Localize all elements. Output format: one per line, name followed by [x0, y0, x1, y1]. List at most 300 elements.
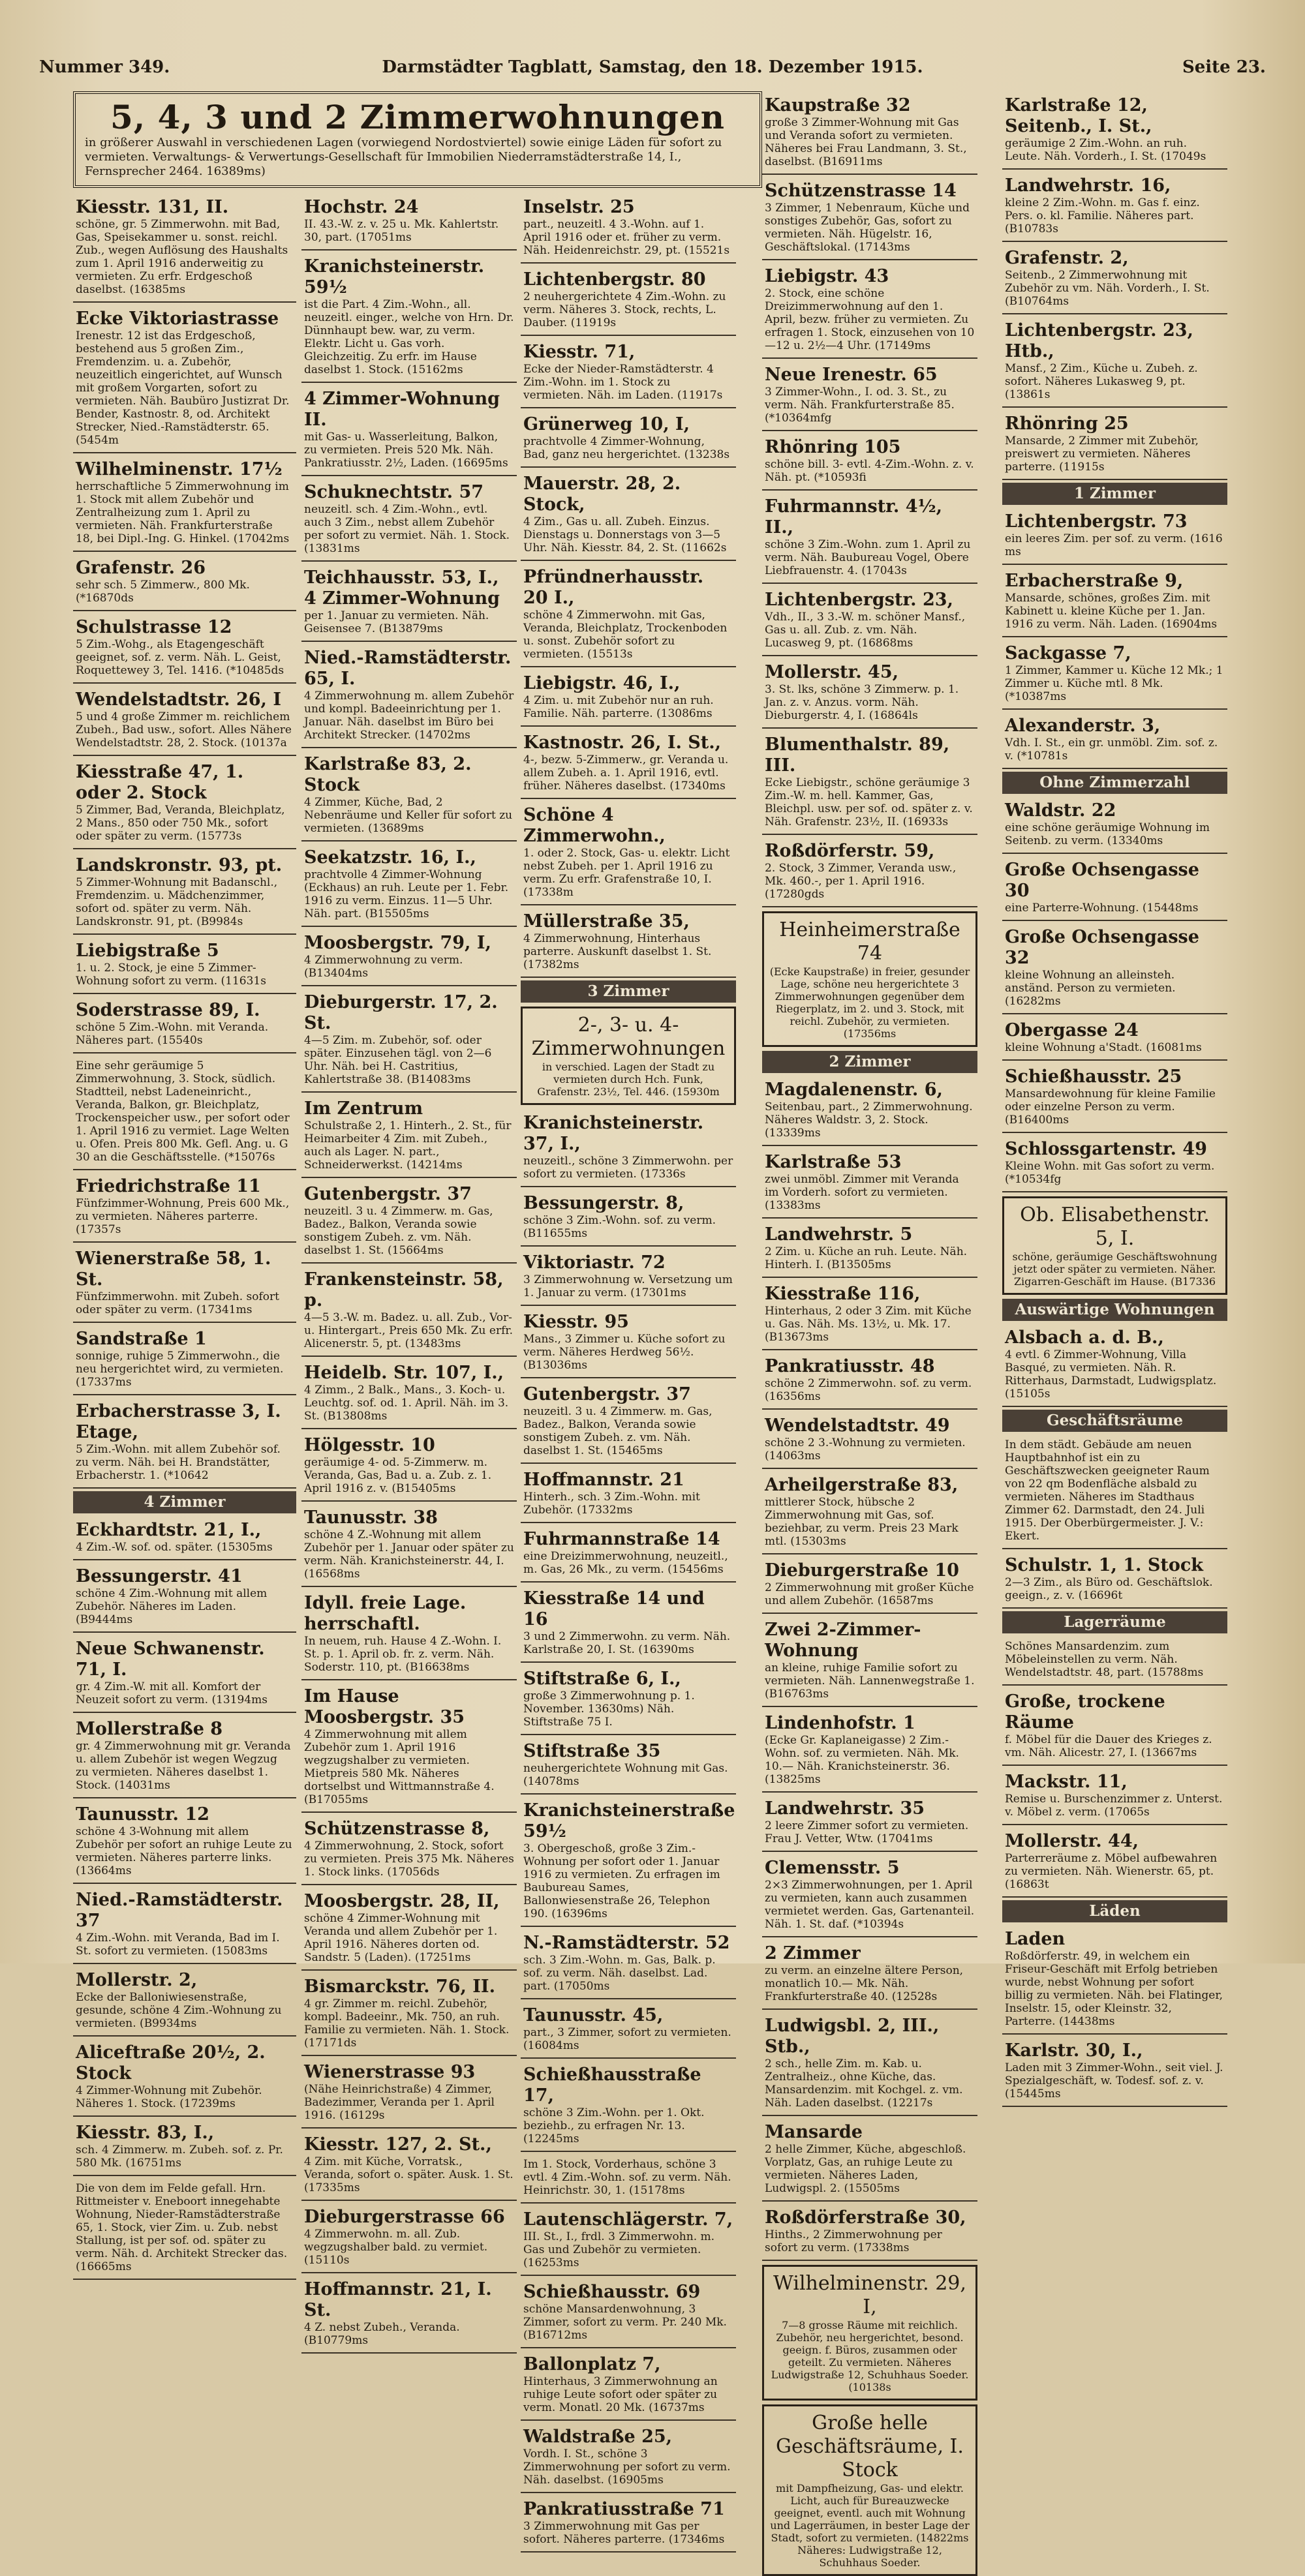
ad-heading: Erbacherstrasse 3, I. Etage,	[76, 1401, 281, 1442]
ad-heading: Bismarckstr. 76, II.	[304, 1977, 495, 1997]
ad-heading: Wienerstraße 58, 1. St.	[76, 1249, 271, 1290]
ad-text: 4 Zimmerwohnung, 2. Stock, sofort zu vermieten. Preis 375 Mk. Näheres 1. Stock links. (17056ds	[304, 1840, 514, 1879]
ad-heading: Neue Irenestr. 65	[765, 365, 938, 385]
ad-heading: Kranichsteinerstraße 59½	[523, 1800, 735, 1841]
ad-heading: Rhönring 105	[765, 437, 901, 457]
ad-text: kleine Wohnung a'Stadt. (16081ms	[1005, 1041, 1202, 1054]
classified-ad	[301, 1504, 517, 1587]
ad-heading: Taunusstr. 38	[304, 1508, 438, 1528]
ad-heading: Neue Schwanenstr. 71, I.	[76, 1639, 265, 1680]
classified-ad	[73, 1055, 296, 1170]
ad-heading: Hochstr. 24	[304, 197, 419, 217]
masthead: Darmstädter Tagblatt, Samstag, den 18. Dezember 1915.	[382, 57, 923, 77]
ad-heading: Viktoriastr. 72	[523, 1252, 666, 1273]
ad-heading: Lichtenbergstr. 23, Htb.,	[1005, 320, 1193, 361]
ad-text: schöne 4 Zim.-Wohnung mit allem Zubehör. Näheres im Laden. (B9444ms	[76, 1587, 268, 1626]
ad-text: Vordh. I. St., schöne 3 Zimmerwohnung per sofort zu verm. Näh. daselbst. (16905ms	[523, 2447, 731, 2487]
classified-ad	[762, 262, 977, 359]
ad-heading: Landwehrstr. 35	[765, 1798, 925, 1819]
ad-heading: Kiesstr. 95	[523, 1312, 629, 1332]
ad-text: Fünfzimmerwohn. mit Zubeh. sofort oder später zu verm. (17341ms	[76, 1290, 279, 1316]
ad-text: schöne 2 3.-Wohnung zu vermieten. (14063ms	[765, 1436, 966, 1462]
ad-text: Ecke Liebigstr., schöne geräumige 3 Zim.-W. m. hell. Kammer, Gas, Bleichpl. usw. per sof. od. später z. v. Näh. Grafenstr. 23½, II. (16933s	[765, 776, 973, 828]
ad-heading: Schießhausstraße 17,	[523, 2065, 701, 2106]
ad-text: 4 Zimmerwohnung m. allem Zubehör und kompl. Badeeinrichtung per 1. Januar. Näh. daselbst im Büro bei Architekt Strecker. (14702ms	[304, 689, 514, 742]
ad-text: 2 leere Zimmer sofort zu vermieten. Frau J. Vetter, Wtw. (17041ms	[765, 1819, 969, 1845]
ad-text: Vdh., II., 3 3.-W. m. schöner Mansf., Gas u. all. Zub. z. vm. Näh. Lucasweg 9, pt. (16868ms	[765, 611, 966, 650]
classified-ad	[301, 1180, 517, 1264]
classified-ad	[1002, 410, 1227, 480]
ad-text: prachtvolle 4 Zimmer-Wohnung (Eckhaus) an ruh. Leute per 1. Febr. 1916 zu verm. Einzus. 11—5 Uhr. Näh. part. (B15505ms	[304, 868, 509, 920]
ad-text: Seitenb., 2 Zimmerwohnung mit Zubehör zu vm. Näh. Vorderh., I. St. (B10764ms	[1005, 269, 1210, 308]
classified-ad	[762, 1220, 977, 1278]
classified-ad	[521, 801, 736, 905]
ad-heading: Mansarde	[765, 2122, 863, 2142]
ad-heading: Grünerweg 10, I,	[523, 414, 690, 434]
ad-text: Ecke der Nieder-Ramstädterstr. 4 Zim.-Wohn. im 1. Stock zu vermieten. Näh. im Laden. (11917s	[523, 363, 723, 402]
ad-text: Mansarde, schönes, großes Zim. mit Kabinett u. kleine Küche per 1. Jan. 1916 zu verm. Näh. Laden. (16904ms	[1005, 592, 1218, 631]
classified-ad	[521, 1308, 736, 1378]
classified-ad	[762, 1709, 977, 1793]
ad-heading: Fuhrmannstraße 14	[523, 1529, 720, 1549]
ad-heading: Heidelb. Str. 107, I.,	[304, 1363, 504, 1383]
ad-heading: Eckhardtstr. 21, I.,	[76, 1520, 262, 1540]
ad-text: 5 Zimmer, Bad, Veranda, Bleichplatz, 2 Mans., 850 oder 750 Mk., sofort oder später zu verm. (15773s	[76, 804, 285, 843]
ad-heading: Dieburgerstrasse 66	[304, 2207, 505, 2227]
ad-text: 2 Zimmerwohnung mit großer Küche und allem Zubehör. (16587ms	[765, 1581, 974, 1607]
boxed-ad-heading: Ob. Elisabethenstr. 5, I.	[1020, 1204, 1210, 1250]
classified-ad	[521, 907, 736, 978]
boxed-ad	[521, 1007, 736, 1105]
ad-text: 4 gr. Zimmer m. reichl. Zubehör, kompl. Badeeinr., Mk. 750, an ruh. Familie zu vermieten. Näh. 1. Stock. (17171ds	[304, 1997, 510, 2050]
classified-ad	[301, 252, 517, 383]
classified-ad	[762, 1148, 977, 1219]
classified-ad	[73, 2119, 296, 2176]
section-heading: 2 Zimmer	[762, 1051, 977, 1073]
ad-text: 4 Z. nebst Zubeh., Veranda. (B10779ms	[304, 2321, 460, 2347]
ad-heading: Müllerstraße 35,	[523, 911, 690, 932]
classified-ad	[1002, 508, 1227, 565]
ad-heading: Pfründnerhausstr. 20 I.,	[523, 567, 704, 608]
ad-heading: Ballonplatz 7,	[523, 2354, 661, 2374]
ad-heading: Laden	[1005, 1929, 1066, 1949]
section-heading: Geschäftsräume	[1002, 1410, 1227, 1432]
ad-text: neuhergerichtete Wohnung mit Gas. (14078ms	[523, 1762, 728, 1788]
ad-heading: Liebigstr. 46, I.,	[523, 673, 681, 693]
ad-text: schöne Mansardenwohnung, 3 Zimmer, sofort zu verm. Pr. 240 Mk. (B16712ms	[523, 2303, 727, 2342]
ad-text: 2—3 Zim., als Büro od. Geschäftslok. geeign., z. v. (16696t	[1005, 1576, 1213, 1602]
ad-heading: Lindenhofstr. 1	[765, 1713, 915, 1733]
ad-heading: Landskronstr. 93, pt.	[76, 855, 283, 875]
ad-text: Hinterhaus, 2 oder 3 Zim. mit Küche u. Gas. Näh. Ms. 13½, u. Mk. 17. (B13673ms	[765, 1305, 972, 1344]
ad-heading: Nied.-Ramstädterstr. 65, I.	[304, 648, 512, 689]
classified-ad	[301, 750, 517, 841]
classified-ad	[1002, 1925, 1227, 2035]
classified-ad	[301, 644, 517, 748]
ad-text: 3. Obergeschoß, große 3 Zim.-Wohnung per sofort oder 1. Januar 1916 zu vermieten. Zu erfragen im Baubureau Sames, Ballonwiesenstraße 26, Telephon 190. (16396ms	[523, 1842, 720, 1920]
ad-heading: Rhönring 25	[1005, 414, 1129, 434]
ad-heading: Teichhausstr. 53, I., 4 Zimmer-Wohnung	[304, 568, 500, 609]
boxed-ad	[762, 2404, 977, 2576]
ad-heading: Landwehrstr. 5	[765, 1224, 913, 1245]
column-1	[73, 193, 296, 2273]
ad-text: Hinths., 2 Zimmerwohnung per sofort zu verm. (17338ms	[765, 2228, 942, 2254]
ad-text: neuzeitl. sch. 4 Zim.-Wohn., evtl. auch 3 Zim., nebst allem Zubehör per sofort zu vermiet. Näh. 1. Stock. (13831ms	[304, 503, 510, 555]
ad-text: 4 Zim., Gas u. all. Zubeh. Einzus. Dienstags u. Donnerstags von 3—5 Uhr. Näh. Kiesstr. 84, 2. St. (11662s	[523, 515, 727, 554]
ad-heading: Waldstraße 25,	[523, 2427, 673, 2447]
classified-ad	[1002, 639, 1227, 710]
classified-ad	[73, 1397, 296, 1489]
ad-text: sch. 4 Zimmerw. m. Zubeh. sof. z. Pr. 580 Mk. (16751ms	[76, 2144, 283, 2170]
ad-text: Mansarde, 2 Zimmer mit Zubehör, preiswert zu vermieten. Näheres parterre. (11915s	[1005, 434, 1199, 474]
ad-heading: Clemensstr. 5	[765, 1858, 900, 1878]
classified-ad	[73, 305, 296, 453]
classified-ad	[521, 265, 736, 336]
ad-text: III. St., I., frdl. 3 Zimmerwohn. m. Gas und Zubehör zu vermieten. (16253ms	[523, 2230, 715, 2269]
ad-text: Eine sehr geräumige 5 Zimmerwohnung, 3. Stock, südlich. Stadtteil, nebst Ladeneinricht., Veranda, Balkon, gr. Bleichplatz, Trockenspeicher usw., per sofort oder 1. April 1916 zu vermiet. Lage Welten u. Ofen. Preis 800 Mk. Gefl. Ang. u. G 30 an die Geschäftsstelle. (*15076s	[76, 1059, 290, 1164]
boxed-ad-heading: Heinheimerstraße 74	[779, 918, 960, 965]
ad-heading: Kranichsteinerstr. 37, I.,	[523, 1113, 704, 1154]
ad-text: Roßdörferstr. 49, in welchem ein Friseur-Geschäft mit Erfolg betrieben wurde, nebst Wohnung per sofort billig zu vermieten. Näh. bei Flatinger, Inselstr. 15, oder Kleinstr. 32, Parterre. (14438ms	[1005, 1950, 1223, 2028]
ad-text: Mansf., 2 Zim., Küche u. Zubeh. z. sofort. Näheres Lukasweg 9, pt. (13861s	[1005, 362, 1198, 401]
ad-text: 5 Zim.-Wohg., als Etagengeschäft geeignet, sof. z. verm. Näh. L. Geist, Roquettewey 3, Tel. 1416. (*10485ds	[76, 638, 284, 677]
ad-heading: Alsbach a. d. B.,	[1005, 1327, 1164, 1348]
section-heading: Auswärtige Wohnungen	[1002, 1299, 1227, 1321]
ad-heading: Lichtenbergstr. 73	[1005, 511, 1188, 532]
ad-text: zu verm. an einzelne ältere Person, monatlich 10.— Mk. Näh. Frankfurterstraße 40. (12528s	[765, 1964, 964, 2003]
classified-ad	[73, 613, 296, 684]
ad-text: (Nähe Heinrichstraße) 4 Zimmer, Badezimmer, Veranda per 1. April 1916. (16129s	[304, 2083, 495, 2122]
ad-heading: Wilhelminenstr. 17½	[76, 459, 283, 479]
classified-ad	[521, 1525, 736, 1583]
column-4	[762, 91, 977, 2569]
classified-ad	[762, 1352, 977, 1410]
ad-heading: Sackgasse 7,	[1005, 643, 1131, 663]
ad-heading: Schützenstrasse 8,	[304, 1819, 490, 1839]
ad-text: ist die Part. 4 Zim.-Wohn., all. neuzeitl. einger., welche von Hrn. Dr. Dünnhaupt bew. war, zu verm. Elektr. Licht u. Gas vorh. Gleichzeitig. Zu erfr. im Hause daselbst 1. Stock. (15162ms	[304, 298, 514, 376]
ad-text: 2×3 Zimmerwohnungen, per 1. April zu vermieten, kann auch zusammen vermietet werden. Gas, Gartenanteil. Näh. 1. St. daf. (*10394s	[765, 1879, 975, 1931]
classified-ad	[521, 2423, 736, 2493]
ad-text: In dem städt. Gebäude am neuen Hauptbahnhof ist ein zu Geschäftszwecken geeigneter Raum von 22 qm Bodenfläche alsbald zu vermieten. Näheres im Stadthaus Zimmer 62. Darmstadt, den 24. Juli 1915. Der Oberbürgermeister. J. V.: Ekert.	[1005, 1438, 1210, 1543]
classified-ad	[521, 1380, 736, 1464]
ad-heading: Hoffmannstr. 21	[523, 1470, 684, 1490]
ad-text: mit Gas- u. Wasserleitung, Balkon, zu vermieten. Preis 520 Mk. Näh. Pankratiusstr. 2½, Laden. (16695ms	[304, 431, 508, 470]
classified-ad	[301, 2203, 517, 2273]
ad-heading: Große Ochsengasse 32	[1005, 927, 1199, 968]
issue-number: Nummer 349.	[39, 57, 170, 77]
classified-ad	[762, 837, 977, 907]
section-heading: 3 Zimmer	[521, 980, 736, 1003]
ad-heading: Im Hause Moosbergstr. 35	[304, 1686, 465, 1727]
ad-heading: Wendelstadtstr. 26, I	[76, 689, 281, 710]
classified-ad	[762, 731, 977, 835]
ad-text: f. Möbel für die Dauer des Krieges z. vm. Näh. Alicestr. 27, I. (13667ms	[1005, 1733, 1212, 1759]
ad-heading: Dieburgerstraße 10	[765, 1560, 959, 1581]
classified-ad	[521, 2278, 736, 2348]
ad-heading: Taunusstr. 12	[76, 1804, 209, 1825]
classified-ad	[1002, 1636, 1227, 1686]
ad-heading: Liebigstr. 43	[765, 266, 889, 286]
ad-text: gr. 4 Zimmerwohnung mit gr. Veranda u. allem Zubehör ist wegen Wegzug zu vermieten. Näheres daselbst 1. Stock. (14031ms	[76, 1740, 291, 1792]
classified-ad	[521, 563, 736, 667]
ad-text: 4 Zimm., 2 Balk., Mans., 3. Koch- u. Leuchtg. sof. od. 1. April. Näh. im 3. St. (B13808ms	[304, 1384, 509, 1423]
ad-text: 2 helle Zimmer, Küche, abgeschloß. Vorplatz, Gas, an ruhige Leute zu vermieten. Näheres Laden, Ludwigspl. 2. (15505ms	[765, 2143, 966, 2195]
classified-ad	[1002, 1551, 1227, 1609]
classified-ad	[521, 410, 736, 468]
column-5	[1002, 91, 1227, 2100]
classified-ad	[73, 1325, 296, 1395]
ad-text: sonnige, ruhige 5 Zimmerwohn., die neu hergerichtet wird, zu vermieten. (17337ms	[76, 1350, 284, 1389]
headline-advert-text: in größerer Auswahl in verschiedenen Lagen (vorwiegend Nordostviertel) sowie einige Läden für sofort zu vermieten. Verwaltungs- & Verwertungs-Gesellschaft für Immobilien Niederramstädterstraße 14, I., Fernsprecher 2464. 16389ms)	[85, 136, 722, 178]
classified-ad	[521, 2205, 736, 2276]
classified-ad	[521, 1109, 736, 1187]
ad-text: Remise u. Burschenzimmer z. Unterst. v. Möbel z. verm. (17065s	[1005, 1793, 1223, 1819]
classified-ad	[521, 2154, 736, 2204]
column-3	[521, 193, 736, 2546]
ad-heading: Kiesstr. 83, I.,	[76, 2123, 215, 2143]
ad-text: schöne 4 Zimmerwohn. mit Gas, Veranda, Bleichplatz, Trockenboden u. sonst. Zubehör sofort zu vermieten. (15513s	[523, 609, 728, 661]
classified-ad	[73, 1245, 296, 1323]
ad-heading: Bessungerstr. 8,	[523, 1193, 684, 1213]
ad-heading: Sandstraße 1	[76, 1329, 207, 1349]
ad-heading: Lichtenbergstr. 80	[523, 269, 706, 290]
ad-heading: Kiesstraße 14 und 16	[523, 1588, 705, 1629]
classified-ad	[301, 1815, 517, 1885]
ad-text: 4 Zimmerwohnung zu verm. (B13404ms	[304, 954, 463, 980]
ad-text: schöne 3 Zim.-Wohn. zum 1. April zu verm. Näh. Baubureau Vogel, Obere Liebfrauenstr. 4. (17043s	[765, 538, 971, 577]
ad-heading: Bessungerstr. 41	[76, 1566, 243, 1586]
classified-ad	[762, 1280, 977, 1350]
ad-text: II. 43.-W. z. v. 25 u. Mk. Kahlertstr. 30, part. (17051ms	[304, 218, 499, 244]
ad-text: gr. 4 Zim.-W. mit all. Komfort der Neuzeit sofort zu verm. (13194ms	[76, 1680, 268, 1706]
ad-heading: Blumenthalstr. 89, III.	[765, 735, 950, 776]
classified-ad	[521, 1796, 736, 1927]
classified-ad	[1002, 856, 1227, 921]
classified-ad	[521, 470, 736, 561]
classified-ad	[1002, 1434, 1227, 1549]
classified-ad	[301, 1973, 517, 2056]
ad-text: Vdh. I. St., ein gr. unmöbl. Zim. sof. z. v. (*10781s	[1005, 736, 1218, 763]
classified-ad	[1002, 1688, 1227, 1766]
ad-heading: N.-Ramstädterstr. 52	[523, 1933, 730, 1953]
ad-text: per 1. Januar zu vermieten. Näh. Geisensee 7. (B13879ms	[304, 609, 489, 635]
classified-ad	[301, 385, 517, 476]
classified-ad	[73, 1886, 296, 1964]
classified-ad	[521, 2061, 736, 2152]
ad-text: Irenestr. 12 ist das Erdgeschoß, bestehend aus 5 großen Zim., Fremdenzim. u. a. Zubehör, neuzeitlich eingerichtet, auf Wunsch mit großem Vorgarten, sofort zu vermieten. Näh. Baubüro Justizrat Dr. Bender, Kastnostr. 8, od. Architekt Strecker, Nied.-Ramstädterstr. 65. (5454m	[76, 329, 290, 447]
ad-heading: Kranichsteinerstr. 59½	[304, 256, 485, 297]
column-2	[301, 193, 517, 2347]
section-heading: Lagerräume	[1002, 1611, 1227, 1633]
classified-ad	[73, 554, 296, 611]
classified-ad	[762, 658, 977, 729]
ad-heading: Pankratiusstraße 71	[523, 2499, 725, 2519]
ad-heading: Schulstrasse 12	[76, 617, 232, 637]
ad-text: schöne, gr. 5 Zimmerwohn. mit Bad, Gas, Speisekammer u. sonst. reichl. Zub., wegen Auflösung des Haushalts zum 1. April 1916 anderweitig zu vermieten. Zu erfr. Erdgeschoß daselbst. (16385ms	[76, 218, 288, 296]
ad-text: Mans., 3 Zimmer u. Küche sofort zu verm. Näheres Herdweg 56½. (B13036ms	[523, 1333, 726, 1372]
ad-text: schöne 4 Z.-Wohnung mit allem Zubehör per 1. Januar oder später zu verm. Näh. Kranichsteinerstr. 44, I. (16568ms	[304, 1528, 514, 1581]
ad-heading: Schießhausstr. 25	[1005, 1067, 1182, 1087]
classified-ad	[762, 1412, 977, 1469]
classified-ad	[301, 988, 517, 1093]
classified-ad	[521, 1249, 736, 1306]
ad-heading: Kiesstr. 127, 2. St.,	[304, 2134, 492, 2155]
classified-ad	[73, 2178, 296, 2280]
ad-heading: Schlossgartenstr. 49	[1005, 1139, 1207, 1159]
ad-text: schöne 3 Zim.-Wohn. per 1. Okt. beziehb., zu erfragen Nr. 13. (12245ms	[523, 2106, 705, 2145]
classified-ad	[1002, 567, 1227, 637]
ad-text: 2. Stock, eine schöne Dreizimmerwohnung auf den 1. April, bezw. früher zu vermieten. Zu erfragen 1. Stock, einzusehen von 10—12 u. 2½—4 Uhr. (17149ms	[765, 287, 975, 352]
section-heading: Läden	[1002, 1900, 1227, 1922]
ad-text: part., neuzeitl. 4 3.-Wohn. auf 1. April 1916 oder et. früher zu verm. Näh. Heidenreichstr. 29, pt. (15521s	[523, 218, 730, 257]
ad-text: geräumige 2 Zim.-Wohn. an ruh. Leute. Näh. Vorderh., I. St. (17049s	[1005, 137, 1206, 163]
ad-heading: Zwei 2-Zimmer-Wohnung	[765, 1620, 921, 1661]
ad-heading: Ludwigsbl. 2, III., Stb.,	[765, 2016, 940, 2057]
classified-ad	[762, 1076, 977, 1146]
ad-heading: Karlstr. 30, I.,	[1005, 2040, 1143, 2061]
ad-heading: Wienerstrasse 93	[304, 2062, 476, 2082]
ad-text: 5 Zim.-Wohn. mit allem Zubehör sof. zu verm. Näh. bei H. Brandstätter, Erbacherstr. 1. (*10642	[76, 1443, 281, 1482]
ad-text: Hinterh., sch. 3 Zim.-Wohn. mit Zubehör. (17332ms	[523, 1491, 700, 1517]
ad-heading: Seekatzstr. 16, I.,	[304, 847, 476, 868]
ad-heading: Karlstraße 53	[765, 1152, 902, 1172]
classified-ad	[521, 1665, 736, 1735]
ad-text: mittlerer Stock, hübsche 2 Zimmerwohnung mit Gas, sof. beziehbar, zu verm. Preis 23 Mark mtl. (15303ms	[765, 1496, 959, 1548]
boxed-ad	[1002, 1196, 1227, 1295]
ad-heading: Kaupstraße 32	[765, 95, 911, 115]
ad-heading: Große, trockene Räume	[1005, 1691, 1165, 1733]
ad-heading: Schützenstrasse 14	[765, 181, 957, 201]
classified-ad	[1002, 1135, 1227, 1192]
ad-text: (Ecke Gr. Kaplaneigasse) 2 Zim.-Wohn. sof. zu vermieten. Näh. Mk. 10.— Näh. Kranichsteinerstr. 36. (13825ms	[765, 1734, 959, 1786]
ad-heading: Taunusstr. 45,	[523, 2005, 664, 2025]
classified-ad	[73, 851, 296, 935]
ad-heading: Alexanderstr. 3,	[1005, 716, 1161, 736]
ad-text: Kleine Wohn. mit Gas sofort zu verm. (*10534fg	[1005, 1160, 1215, 1186]
ad-text: kleine Wohnung an alleinsteh. anständ. Person zu vermieten. (16282ms	[1005, 969, 1176, 1008]
ad-text: herrschaftliche 5 Zimmerwohnung im 1. Stock mit allem Zubehör und Zentralheizung zum 1. April zu vermieten. Näh. Frankfurterstraße 18, bei Dipl.-Ing. G. Hinkel. (17042ms	[76, 480, 290, 545]
ad-text: große 3 Zimmerwohnung p. 1. November. 13630ms) Näh. Stiftstraße 75 I.	[523, 1690, 695, 1729]
classified-ad	[301, 193, 517, 250]
ad-text: Die von dem im Felde gefall. Hrn. Rittmeister v. Eneboort innegehabte Wohnung, Nieder-Ramstädterstraße 65, 1. Stock, vier Zim. u. Zub. nebst Stallung, ist per sof. od. später zu verm. Näh. d. Architekt Strecker das. (16665ms	[76, 2182, 288, 2273]
classified-ad	[73, 1715, 296, 1798]
ad-text: 3 Zimmerwohnung mit Gas per sofort. Näheres parterre. (17346ms	[523, 2520, 725, 2546]
classified-ad	[762, 91, 977, 175]
ad-text: 4 evtl. 6 Zimmer-Wohnung, Villa Basqué, zu vermieten. Näh. R. Ritterhaus, Darmstadt, Ludwigsplatz. (15105s	[1005, 1348, 1217, 1401]
ad-heading: Obergasse 24	[1005, 1020, 1139, 1040]
ad-heading: Kiesstraße 47, 1. oder 2. Stock	[76, 762, 244, 803]
ad-heading: Liebigstraße 5	[76, 941, 219, 961]
ad-heading: Aliceftraße 20½, 2. Stock	[76, 2042, 266, 2084]
ad-text: 4 Zimmerwohnung, Hinterhaus parterre. Auskunft daselbst 1. St. (17382ms	[523, 932, 712, 971]
boxed-ad-text: mit Dampfheizung, Gas- und elektr. Licht, auch für Bureauzwecke geeignet, eventl. auch mit Wohnung und Lagerräumen, in bester Lage der Stadt, sofort zu vermieten. (14822ms Näheres: Ludwigstraße 12, Schuhhaus Soeder.	[770, 2482, 970, 2569]
ad-text: 4—5 Zim. m. Zubehör, sof. oder später. Einzusehen tägl. von 2—6 Uhr. Näh. bei H. Castritius, Kahlertstraße 38. (B14083ms	[304, 1034, 492, 1086]
ad-text: 4 Zimmerwohn. m. all. Zub. wegzugshalber bald. zu vermiet. (15110s	[304, 2228, 488, 2267]
ad-text: 5 Zimmer-Wohnung mit Badanschl., Fremdenzim. u. Mädchenzimmer, sofort od. später zu verm. Näh. Landskronstr. 91, pt. (B9984s	[76, 876, 278, 928]
classified-ad	[521, 2350, 736, 2421]
ad-text: Ecke der Balloniwiesenstraße, gesunde, schöne 4 Zim.-Wohnung zu vermieten. (B9934ms	[76, 1991, 282, 2030]
ad-text: Fünfzimmer-Wohnung, Preis 600 Mk., zu vermieten. Näheres parterre. (17357s	[76, 1197, 290, 1236]
classified-ad	[301, 1589, 517, 1680]
ad-text: 3 Zimmerwohnung w. Versetzung um 1. Januar zu verm. (17301ms	[523, 1273, 733, 1299]
ad-heading: Erbacherstraße 9,	[1005, 571, 1184, 591]
ad-text: Schönes Mansardenzim. zum Möbeleinstellen zu verm. Näh. Wendelstadtstr. 48, part. (15788ms	[1005, 1640, 1204, 1679]
ad-heading: Moosbergstr. 79, I,	[304, 933, 491, 953]
classified-ad	[521, 669, 736, 727]
ad-text: eine Dreizimmerwohnung, neuzeitl., m. Gas, 26 Mk., zu verm. (15456ms	[523, 1550, 728, 1576]
ad-text: neuzeitl., schöne 3 Zimmerwohn. per sofort zu vermieten. (17336s	[523, 1155, 733, 1181]
ad-text: 4 Zimmerwohnung mit allem Zubehör zum 1. April 1916 wegzugshalber zu vermieten. Mietpreis 580 Mk. Näheres dortselbst und Wittmannstraße 4. (B17055ms	[304, 1728, 495, 1806]
ad-text: 4-, bezw. 5-Zimmerw., gr. Veranda u. allem Zubeh. a. 1. April 1916, evtl. früher. Näheres daselbst. (17340ms	[523, 753, 729, 793]
classified-ad	[521, 1466, 736, 1523]
classified-ad	[301, 2058, 517, 2129]
classified-ad	[762, 492, 977, 584]
classified-ad	[73, 1635, 296, 1713]
section-heading: 4 Zimmer	[73, 1491, 296, 1513]
classified-ad	[301, 564, 517, 642]
classified-ad	[1002, 2037, 1227, 2107]
ad-heading: Grafenstr. 26	[76, 558, 206, 578]
boxed-ad-heading: Große helle Geschäftsräume, I. Stock	[776, 2412, 964, 2481]
ad-heading: Pankratiusstr. 48	[765, 1356, 935, 1376]
classified-ad	[521, 729, 736, 799]
classified-ad	[762, 1471, 977, 1554]
classified-ad	[1002, 1827, 1227, 1898]
ad-heading: Hoffmannstr. 21, I. St.	[304, 2279, 492, 2320]
classified-ad	[1002, 1063, 1227, 1133]
classified-ad	[301, 843, 517, 927]
ad-heading: Soderstrasse 89, I.	[76, 1000, 260, 1020]
classified-ad	[73, 455, 296, 552]
ad-text: Laden mit 3 Zimmer-Wohn., seit viel. J. Spezialgeschäft, w. Todesf. sof. z. v. (15445ms	[1005, 2061, 1223, 2100]
classified-ad	[521, 1737, 736, 1795]
ad-text: 3. St. lks, schöne 3 Zimmerw. p. 1. Jan. z. v. Anzus. vorm. Näh. Dieburgerstr. 4, I. (16864ls	[765, 683, 959, 722]
classified-ad	[762, 1939, 977, 2010]
boxed-ad-text: 7—8 grosse Räume mit reichlich. Zubehör, neu hergerichtet, besond. geeign. f. Büros, zusammen oder geteilt. Zu vermieten. Näheres Ludwigstraße 12, Schuhhaus Soeder. (10138s	[771, 2319, 969, 2393]
ad-text: 4 Zim. u. mit Zubehör nur an ruh. Familie. Näh. parterre. (13086ms	[523, 694, 714, 720]
ad-text: 3 und 2 Zimmerwohn. zu verm. Näh. Karlstraße 20, I. St. (16390ms	[523, 1630, 731, 1656]
ad-heading: Karlstraße 83, 2. Stock	[304, 754, 472, 795]
ad-heading: Inselstr. 25	[523, 197, 635, 217]
ad-text: schöne 3 Zim.-Wohn. sof. zu verm. (B11655ms	[523, 1214, 716, 1240]
classified-ad	[1002, 91, 1227, 170]
classified-ad	[762, 1556, 977, 1614]
ad-text: In neuem, ruh. Hause 4 Z.-Wohn. I. St. p. 1. April ob. fr. z. verm. Näh. Soderstr. 110, pt. (B16638ms	[304, 1635, 502, 1674]
classified-ad	[73, 1966, 296, 2037]
headline-advert	[73, 91, 762, 188]
classified-ad	[762, 2118, 977, 2202]
ad-text: schöne 2 Zimmerwohn. sof. zu verm. (16356ms	[765, 1377, 972, 1403]
ad-heading: Waldstr. 22	[1005, 800, 1116, 821]
ad-heading: Magdalenenstr. 6,	[765, 1080, 943, 1100]
ad-text: zwei unmöbl. Zimmer mit Veranda im Vorderh. sofort zu vermieten. (13383ms	[765, 1173, 959, 1212]
ad-text: geräumige 4- od. 5-Zimmerw. m. Veranda, Gas, Bad u. a. Zub. z. 1. April 1916 z. v. (B15405ms	[304, 1456, 492, 1495]
boxed-ad-text: in verschied. Lagen der Stadt zu vermieten durch Hch. Funk, Grafenstr. 23½, Tel. 446. (15930m	[537, 1061, 720, 1098]
classified-ad	[1002, 1016, 1227, 1061]
ad-heading: Grafenstr. 2,	[1005, 248, 1129, 268]
boxed-ad	[762, 911, 977, 1047]
ad-text: part., 3 Zimmer, sofort zu vermieten. (16084ms	[523, 2026, 731, 2052]
ad-text: 4 Zimmer, Küche, Bad, 2 Nebenräume und Keller für sofort zu vermieten. (13689ms	[304, 796, 513, 835]
classified-ad	[73, 1800, 296, 1884]
classified-ad	[73, 1172, 296, 1243]
ad-text: 3 Zimmer-Wohn., I. od. 3. St., zu verm. Näh. Frankfurterstraße 85. (*10364mfg	[765, 386, 955, 425]
ad-text: schöne 4 3-Wohnung mit allem Zubehör per sofort an ruhige Leute zu vermieten. Näheres parterre links. (13664ms	[76, 1825, 292, 1877]
classified-ad	[301, 478, 517, 562]
classified-ad	[1002, 712, 1227, 769]
ad-text: schöne 4 Zimmer-Wohnung mit Veranda und allem Zubehör per 1. April 1916. Näheres dorten od. Sandstr. 5 (Laden). (17251ms	[304, 1912, 498, 1964]
classified-ad	[521, 1929, 736, 1999]
